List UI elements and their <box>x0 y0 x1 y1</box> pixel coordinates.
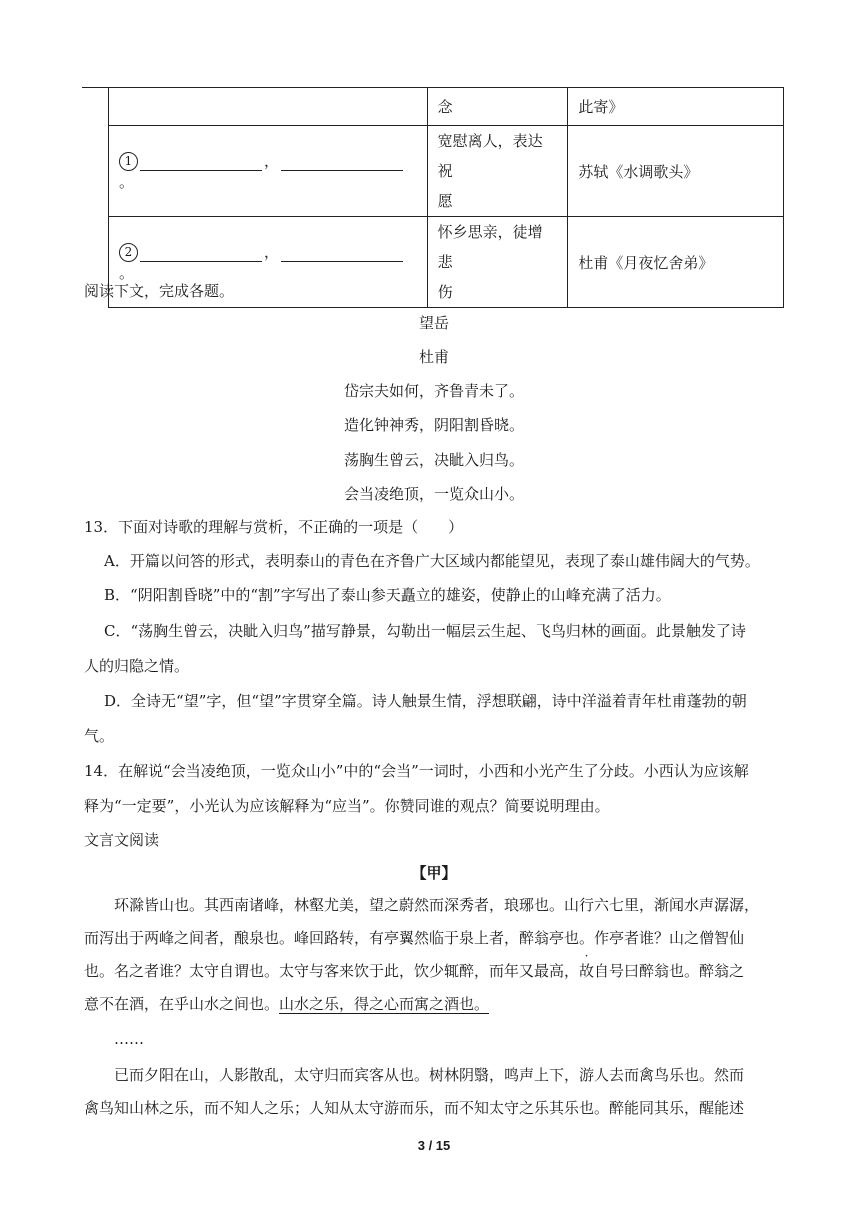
table-cell: 苏轼《水调歌头》 <box>568 126 784 217</box>
table-cell: 杜甫《月夜忆舍弟》 <box>568 217 784 308</box>
circled-number: 1 <box>119 152 138 171</box>
table-cell: 念 <box>427 88 568 126</box>
section-heading: 文言文阅读 <box>84 831 160 849</box>
emphasis-dot-char: 故 <box>579 962 595 980</box>
option-c-cont: 人的归隐之情。 <box>84 657 190 675</box>
circled-number: 2 <box>119 243 138 262</box>
poem-line: 岱宗夫如何，齐鲁青未了。 <box>343 382 524 400</box>
passage-line: 而泻出于两峰之间者，酿泉也。峰回路转，有亭翼然临于泉上者，醉翁亭也。作亭者谁？山之僧智仙 <box>84 929 745 947</box>
option-d[interactable]: D．全诗无“望”字，但“望”字贯穿全篇。诗人触景生情，浮想联翩，诗中洋溢着青年杜甫蓬勃的朝 <box>104 692 747 710</box>
poetry-table <box>108 87 784 308</box>
answer-blank[interactable] <box>140 245 262 262</box>
option-d-cont: 气。 <box>84 727 115 745</box>
passage-line: 也。名之者谁？太守自谓也。太守与客来饮于此，饮少辄醉，而年又最高，故自号曰醉翁也。醉翁之 <box>84 962 745 980</box>
ellipsis: …… <box>114 1030 144 1048</box>
fill-in-cell: 1 ，。 <box>109 126 428 217</box>
answer-blank[interactable] <box>140 154 262 171</box>
poem-line: 造化钟神秀，阴阳割昏晓。 <box>343 416 524 434</box>
poem-line: 会当凌绝顶，一览众山小。 <box>343 485 524 503</box>
passage-label: 【甲】 <box>411 864 457 882</box>
reading-instruction: 阅读下文，完成各题。 <box>84 282 235 300</box>
underlined-sentence: 山水之乐，得之心而寓之酒也。 <box>279 995 490 1013</box>
passage-line: 意不在酒，在乎山水之间也。山水之乐，得之心而寓之酒也。 <box>84 995 490 1013</box>
option-c[interactable]: C．“荡胸生曾云，决眦入归鸟”描写静景，勾勒出一幅层云生起、飞鸟归林的画面。此景触发了诗 <box>104 622 746 640</box>
table-cell: 宽慰离人，表达祝 愿 <box>427 126 568 217</box>
page-number: 3 / 15 <box>417 1138 451 1153</box>
answer-blank[interactable] <box>281 245 403 262</box>
poem-title: 望岳 <box>418 314 449 332</box>
question-14: 14．在解说“会当凌绝顶，一览众山小”中的“会当”一词时，小西和小光产生了分歧。小西认为应该解 <box>84 762 749 780</box>
fill-in-cell: 2 ，。 <box>109 217 428 308</box>
poem-author: 杜甫 <box>418 348 449 366</box>
table-row <box>109 126 784 217</box>
option-b[interactable]: B．“阴阳割昏晓”中的“割”字写出了泰山参天矗立的雄姿，使静止的山峰充满了活力。 <box>104 586 671 604</box>
question-13-stem: 13．下面对诗歌的理解与赏析，不正确的一项是（ ） <box>84 518 464 536</box>
passage-line: 禽鸟知山林之乐，而不知人之乐；人知从太守游而乐，而不知太守之乐其乐也。醉能同其乐，醒能述 <box>84 1099 745 1117</box>
passage-line: 已而夕阳在山，人影散乱，太守归而宾客从也。树林阴翳，鸣声上下，游人去而禽鸟乐也。然而 <box>114 1066 745 1084</box>
poem-line: 荡胸生曾云，决眦入归鸟。 <box>343 451 524 469</box>
passage-line: 环滁皆山也。其西南诸峰，林壑尤美，望之蔚然而深秀者，琅琊也。山行六七里，渐闻水声潺潺， <box>114 896 760 914</box>
option-a[interactable]: A．开篇以问答的形式，表明泰山的青色在齐鲁广大区域内都能望见，表现了泰山雄伟阔大的气势。 <box>104 552 760 570</box>
answer-blank[interactable] <box>281 154 403 171</box>
table-cell: 此寄》 <box>568 88 784 126</box>
table-row <box>109 88 784 126</box>
question-14-cont: 释为“一定要”，小光认为应该解释为“应当”。你赞同谁的观点？简要说明理由。 <box>84 797 610 815</box>
table-top-rule <box>82 87 108 88</box>
table-cell: 怀乡思亲，徒增悲 伤 <box>427 217 568 308</box>
table-cell <box>109 88 428 126</box>
